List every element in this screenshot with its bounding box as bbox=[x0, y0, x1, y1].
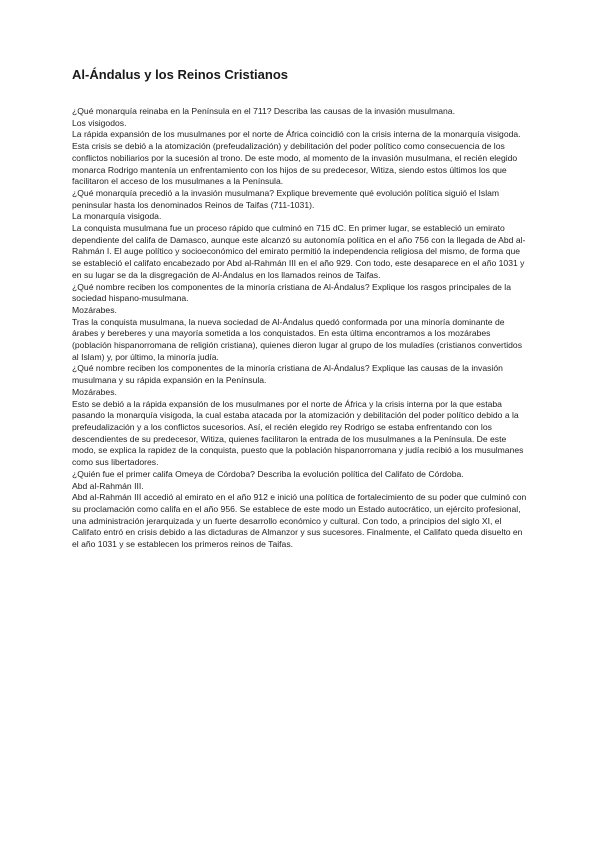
paragraph: Abd al-Rahmán III accedió al emirato en el año 912 e inició una política de fortalecimiento de su poder que culminó con su proclamación como califa en el año 956. Se establece de este modo un Estado autocrático, un ejército profesional, una administración jerarquizada y un fuerte desarrollo económico y cultural. Con todo, a principios del siglo XI, el Califato entró en crisis debido a las dictaduras de Almanzor y sus sucesores. Finalmente, el Califato queda disuelto en el año 1031 y se establecen los primeros reinos de Taifas. bbox=[72, 492, 527, 550]
section-3 bbox=[72, 282, 527, 364]
answer: Mozárabes. bbox=[72, 386, 117, 397]
question: ¿Qué monarquía reinaba en la Península en el 711? Describa las causas de la invasión musulmana. bbox=[72, 106, 455, 116]
question: ¿Qué nombre reciben los componentes de la minoría cristiana de Al-Ándalus? Explique los rasgos principales de la sociedad hispano-musulmana. bbox=[72, 281, 511, 304]
answer: Abd al-Rahmán III. bbox=[72, 480, 144, 491]
paragraph: Esto se debió a la rápida expansión de los musulmanes por el norte de África y la crisis interna por la que estaba pasando la monarquía visigoda, la cual estaba atacada por la atomización y debilitación del poder político debido a la prefeudalización y a los conflictos sucesorios. Así, el recién elegido rey Rodrigo se estaba enfrentando con los descendientes de su predecesor, Witiza, quienes facilitaron la entrada de los musulmanes a la Península. De este modo, se explica la rapidez de la conquista, puesto que la población hispanorromana y judía recibió a los musulmanes como sus libertadores. bbox=[72, 398, 524, 468]
question: ¿Qué nombre reciben los componentes de la minoría cristiana de Al-Ándalus? Explique las causas de la invasión musulmana y su rápida expansión en la Península. bbox=[72, 363, 503, 386]
section-1 bbox=[72, 106, 527, 188]
paragraph: Tras la conquista musulmana, la nueva sociedad de Al-Ándalus quedó conformada por una minoría dominante de árabes y bereberes y una mayoría sometida a los conquistados. En esta última encontramos a los mozárabes (población hispanorromana de religión cristiana), quienes dieron lugar al grupo de los muladíes (cristianos convertidos al Islam) y, por último, la minoría judía. bbox=[72, 316, 522, 362]
page-title: Al-Ándalus y los Reinos Cristianos bbox=[72, 67, 288, 82]
document-page bbox=[72, 66, 527, 551]
question: ¿Qué monarquía precedió a la invasión musulmana? Explique brevemente qué evolución política siguió el Islam peninsular hasta los denominados Reinos de Taifas (711-1031). bbox=[72, 187, 500, 210]
section-4 bbox=[72, 363, 527, 468]
section-2 bbox=[72, 188, 527, 282]
answer: Mozárabes. bbox=[72, 304, 117, 315]
answer: La monarquía visigoda. bbox=[72, 211, 162, 222]
answer: Los visigodos. bbox=[72, 117, 127, 128]
section-5 bbox=[72, 469, 527, 551]
paragraph: La rápida expansión de los musulmanes por el norte de África coincidió con la crisis interna de la monarquía visigoda. Esta crisis se debió a la atomización (prefeudalización) y debilitación del poder político como consecuencia de los conflictos nobiliarios por la sucesión al trono. De este modo, al momento de la invasión musulmana, el recién elegido monarca Rodrigo mantenía un enfrentamiento con los hijos de su predecesor, Witiza, siendo estos últimos los que facilitaron el acceso de los musulmanes a la Península. bbox=[72, 129, 521, 187]
question: ¿Quién fue el primer califa Omeya de Córdoba? Describa la evolución política del Califato de Córdoba. bbox=[72, 468, 464, 479]
paragraph: La conquista musulmana fue un proceso rápido que culminó en 715 dC. En primer lugar, se estableció un emirato dependiente del califa de Damasco, aunque este alcanzó su autonomía política en el año 756 con la llegada de Abd al-Rahmán I. El auge político y socioeconómico del emirato permitió la independencia religiosa del mismo, de forma que se estableció el califato encabezado por Abd al-Rahmán III en el año 929. Con todo, este desaparece en el año 1031 y en su lugar se da la disgregación de Al-Ándalus en los llamados reinos de Taifas. bbox=[72, 223, 526, 280]
